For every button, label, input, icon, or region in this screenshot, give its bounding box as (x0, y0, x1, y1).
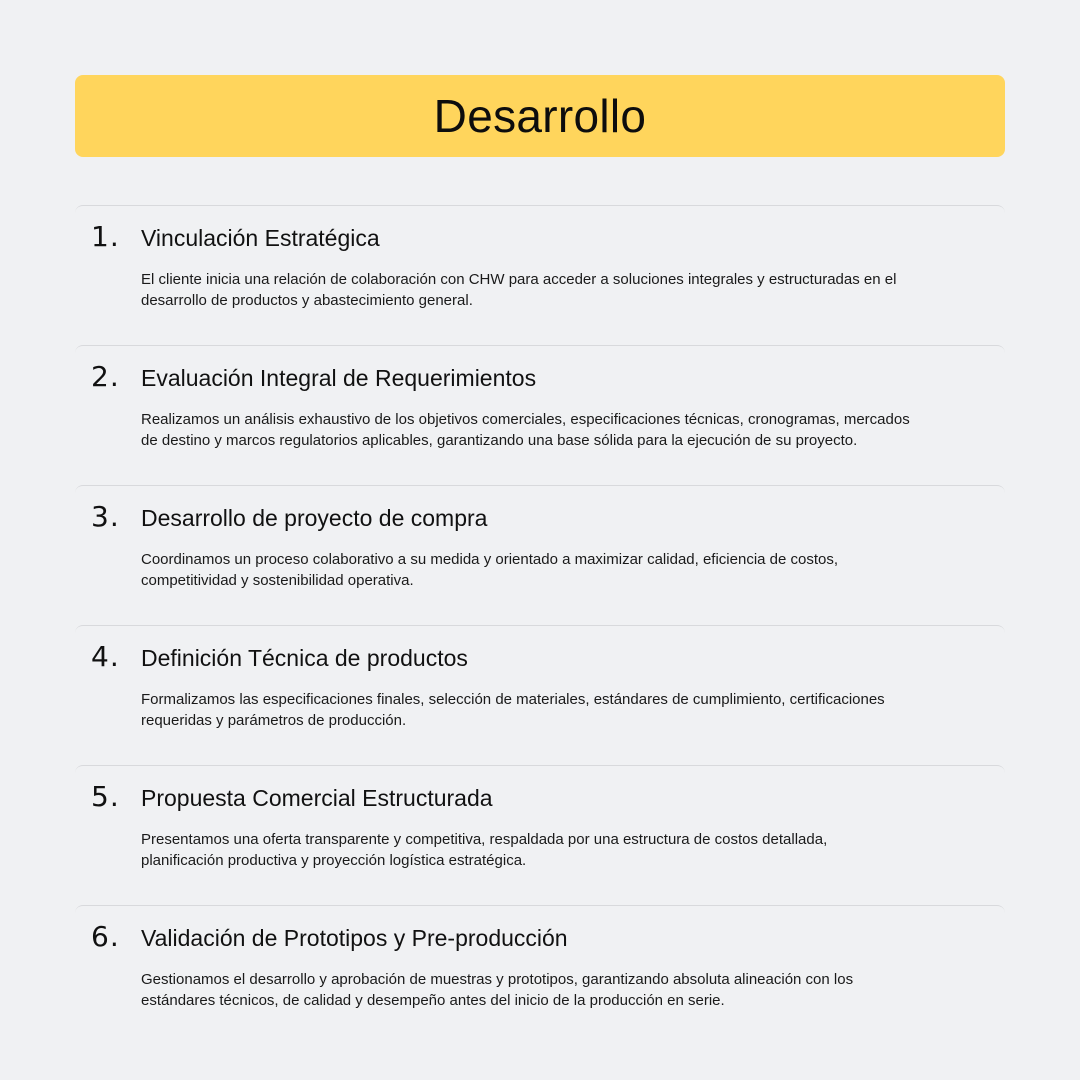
step-title: Validación de Prototipos y Pre-producción (141, 925, 568, 951)
step-title: Evaluación Integral de Requerimientos (141, 365, 537, 391)
step-number: 3. (91, 500, 120, 533)
step-description: El cliente inicia una relación de colaboración con CHW para acceder a soluciones integrales y estructuradas en el desarrollo de productos y abastecimiento general. (141, 271, 897, 309)
step-item (75, 905, 1005, 1045)
step-number: 6. (91, 920, 120, 953)
step-title: Vinculación Estratégica (141, 225, 380, 251)
step-title: Definición Técnica de productos (141, 645, 468, 671)
step-number: 4. (91, 640, 120, 673)
step-title: Propuesta Comercial Estructurada (141, 785, 493, 811)
step-description: Realizamos un análisis exhaustivo de los objetivos comerciales, especificaciones técnicas, cronogramas, mercados de destino y marcos regulatorios aplicables, garantizando una base sólida para la ejecución de su proyecto. (141, 411, 910, 449)
step-description: Formalizamos las especificaciones finales, selección de materiales, estándares de cumplimiento, certificaciones requeridas y parámetros de producción. (141, 691, 885, 729)
step-item (75, 345, 1005, 485)
step-description: Gestionamos el desarrollo y aprobación de muestras y prototipos, garantizando absoluta alineación con los estándares técnicos, de calidad y desempeño antes del inicio de la producción en serie. (141, 971, 854, 1009)
step-number: 5. (91, 780, 120, 813)
step-number: 2. (91, 360, 120, 393)
steps-list (75, 205, 1005, 1045)
step-item (75, 485, 1005, 625)
step-item (75, 205, 1005, 345)
step-description: Presentamos una oferta transparente y competitiva, respaldada por una estructura de costos detallada, planificación productiva y proyección logística estratégica. (141, 831, 828, 869)
step-title: Desarrollo de proyecto de compra (141, 505, 488, 531)
step-description: Coordinamos un proceso colaborativo a su medida y orientado a maximizar calidad, eficiencia de costos, competitividad y sostenibilidad operativa. (141, 551, 839, 589)
page-title: Desarrollo (433, 90, 647, 142)
step-item (75, 625, 1005, 765)
title-banner (75, 75, 1005, 157)
step-number: 1. (91, 220, 120, 253)
step-item (75, 765, 1005, 905)
